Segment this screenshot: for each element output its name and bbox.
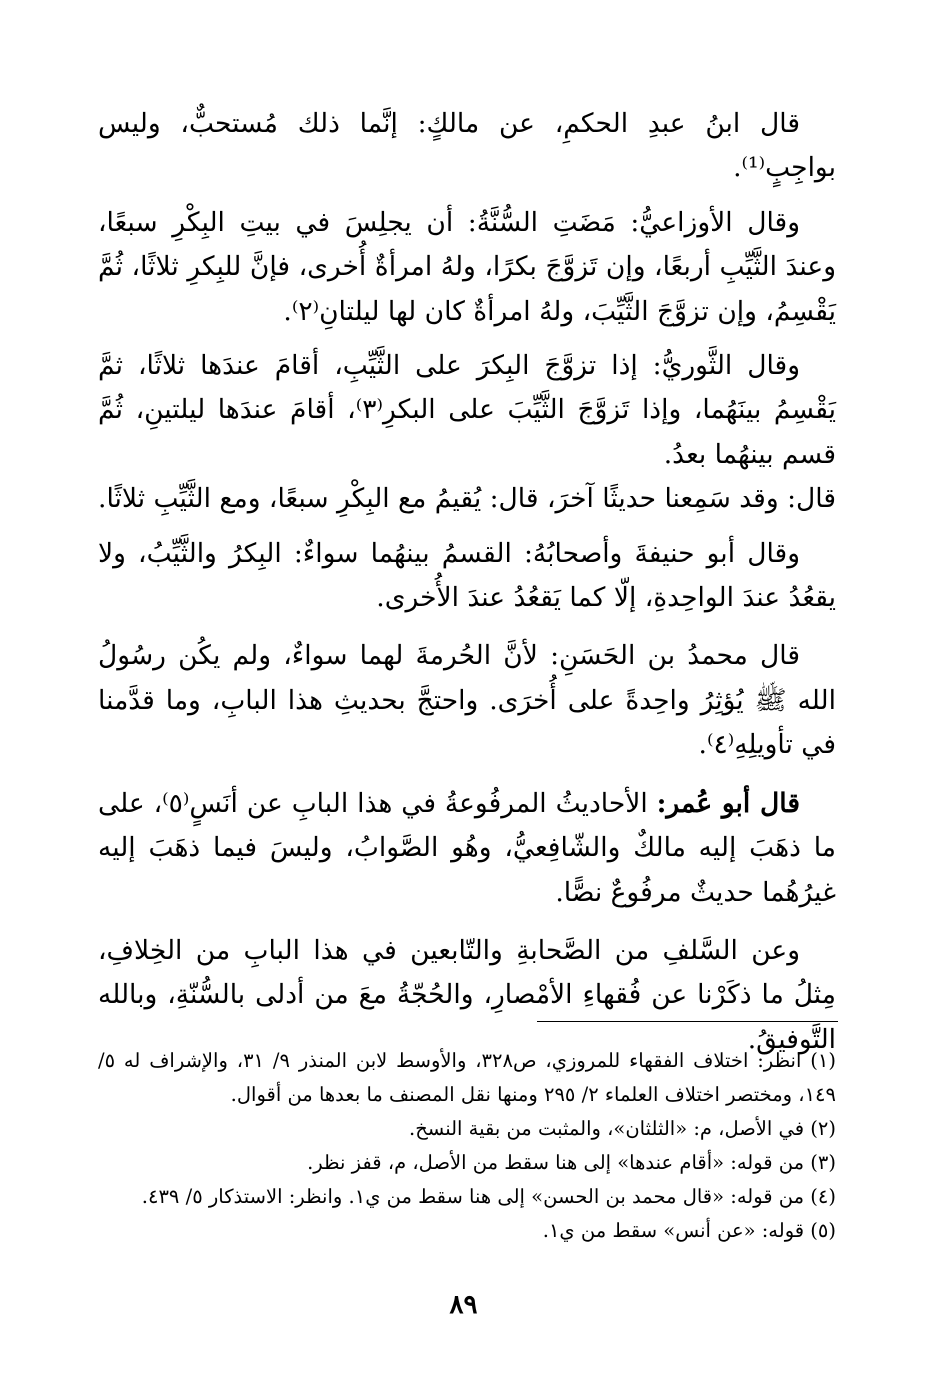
footnotes <box>98 1044 836 1248</box>
footnote-2: (٢) في الأصل، م: «الثلثان»، والمثبت من بقية النسخ. <box>409 1117 836 1140</box>
abu-umar-heading: قال أبو عُمر: <box>656 787 800 819</box>
footnote-1: (١) انظر: اختلاف الفقهاء للمروزي، ص٣٢٨، والأوسط لابن المنذر ٩/ ٣١، والإشراف له ٥/ ١٤٩، ومختصر اختلاف العلماء ٢/ ٢٩٥ ومنها نقل المصنف ما بعدها من أقوال. <box>98 1049 836 1106</box>
paragraph-abu-hanifa: وقال أبو حنيفةَ وأصحابُهُ: القسمُ بينهُما سواءٌ: البِكرُ والثَّيِّبُ، ولا يقعُدُ عندَ الواحِدةِ، إلّا كما يَقعُدُ عندَ الأُخرى. <box>98 537 836 614</box>
paragraph-abu-umar <box>98 782 836 915</box>
paragraph-muhammad-ibn-al-hasan: قال محمدُ بن الحَسَنِ: لأنَّ الحُرمةَ لهما سواءٌ، ولم يكُن رسُولُ الله ﷺ يُؤثِرُ واحِدةً على أُخرَى. واحتجَّ بحديثِ هذا البابِ، وما قدَّمنا في تأويلِهِ⁽٤⁾. <box>98 640 836 761</box>
paragraph-thawri: وقال الثَّوريُّ: إذا تزوَّجَ البِكرَ على الثَّيِّبِ، أقامَ عندَها ثلاثًا، ثمَّ يَقْسِمُ بينَهُما، وإذا تَزوَّجَ الثَّيِّبَ على البكرِ⁽٣⁾، أقامَ عندَها ليلتينِ، ثُمَّ قسم بينهُما بعدُ. <box>98 350 836 470</box>
footnote-separator <box>537 1021 838 1022</box>
paragraph-awzai: وقال الأوزاعيُّ: مَضَتِ السُّنَّةُ: أن يجلِسَ في بيتِ البِكْرِ سبعًا، وعندَ الثَّيِّبِ أربعًا، وإن تَزوَّجَ بكرًا، ولهُ امرأةٌ أُخرى، فإنَّ للبِكرِ ثلاثًا، ثُمَّ يَقْسِمُ، وإن تزوَّجَ الثَّيِّبَ، ولهُ امرأةٌ كان لها ليلتانِ⁽٢⁾. <box>98 206 836 327</box>
footnote-4: (٤) من قوله: «قال محمد بن الحسن» إلى هنا سقط من ي١. وانظر: الاستذكار ٥/ ٤٣٩. <box>141 1185 836 1208</box>
abu-umar-text: الأحاديثُ المرفُوعةُ في هذا البابِ عن أنَسٍ⁽٥⁾، على ما ذهَبَ إليه مالكٌ والشّافِعيُّ، وهُو الصَّوابُ، وليسَ فيما ذهَبَ إليه غيرُهُما حديثٌ مرفُوعٌ نصًّا. <box>98 787 836 908</box>
paragraph-thawri-hadith: قال: وقد سَمِعنا حديثًا آخرَ، قال: يُقيمُ مع البِكْرِ سبعًا، ومع الثَّيِّبِ ثلاثًا. <box>98 483 836 515</box>
page-number: ٨٩ <box>449 1290 478 1320</box>
footnote-5: (٥) قوله: «عن أنس» سقط من ي١. <box>542 1219 836 1242</box>
paragraph-ibn-abd-al-hakam: قال ابنُ عبدِ الحكمِ، عن مالكٍ: إنَّما ذلك مُستحبٌّ، وليس بواجِبٍ⁽¹⁾. <box>98 108 836 184</box>
main-text <box>98 102 836 1062</box>
paragraph-salaf: وعن السَّلفِ من الصَّحابةِ والتّابعين في هذا البابِ من الخِلافِ، مِثلُ ما ذكَرْنا عن فُقهاءِ الأمْصارِ، والحُجّةُ معَ من أدلى بالسُّنّةِ، وبالله التَّوفيقُ. <box>98 934 836 1055</box>
footnote-3: (٣) من قوله: «أقام عندها» إلى هنا سقط من الأصل، م، قفز نظر. <box>307 1151 836 1174</box>
